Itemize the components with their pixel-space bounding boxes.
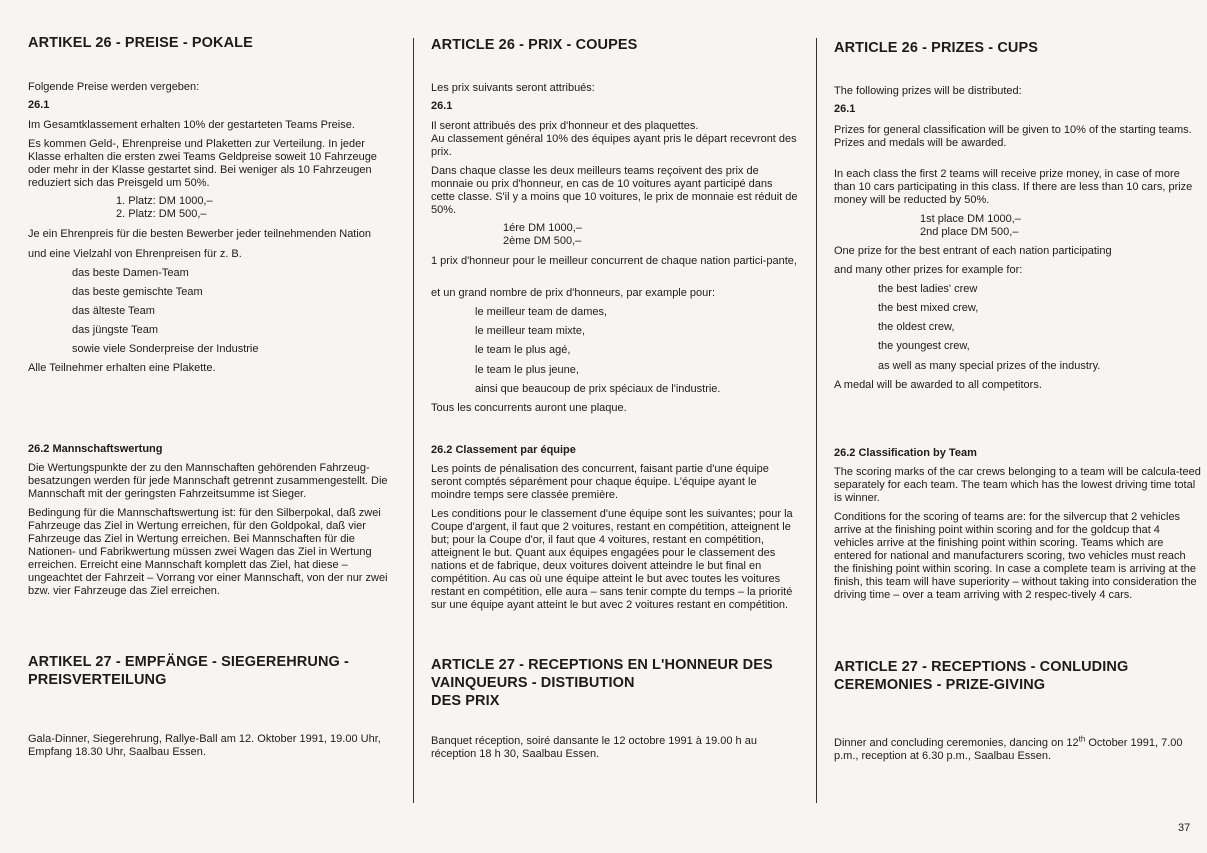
intro-text: The following prizes will be distributed:: [834, 85, 1022, 97]
article-27-heading: ARTIKEL 27 - EMPFÄNGE - SIEGEREHRUNG - PREISVERTEILUNG: [28, 654, 349, 688]
paragraph-5: Tous les concurrents auront une plaque.: [431, 402, 627, 414]
list-item: das jüngste Team: [72, 324, 159, 336]
list-item: le team le plus jeune,: [475, 364, 579, 376]
list-item: das älteste Team: [72, 305, 155, 317]
list-item: le team le plus agé,: [475, 344, 571, 356]
column-divider-left: [413, 38, 414, 803]
paragraph-7: Les conditions pour le classement d'une équipe sont les suivantes; pour la Coupe d'argent, il faut que 2 voitures, restant en compétition, atteignent le but; pour la Coupe d'or, il faut que 4 voitures, restant en compétition, atteignent le but. Quant aux équipes engagées pour le classement des nations et de fabrique, deux voitures doivent atteindre le but final en compétition. Au cas où une équipe atteint le but avec toutes les voitures restant en compétition, elle aura – sans tenir compte du temps – la priorité sur une équipe ayant atteint le but avec 2 voitures restant en compétition.: [431, 508, 793, 611]
list-item: das beste Damen-Team: [72, 267, 189, 279]
paragraph-7: Bedingung für die Mannschaftswertung ist: für den Silberpokal, daß zwei Fahrzeuge das Ziel in Wertung erreichen, für den Goldpokal, daß vier Fahrzeuge das Ziel in Wertung erreichen. Bei Mannschaften für die Nationen- und Fabrikwertung müssen zwei Wagen das Ziel in Wertung erreichen. Erreicht eine Mannschaft komplett das Ziel, hat diese – ungeachtet der Fahrzeit – Vorrang vor einer Mannschaft, von der nur zwei bzw. vier Fahrzeuge das Ziel erreichen.: [28, 507, 388, 597]
intro-text: Les prix suivants seront attribués:: [431, 82, 595, 94]
paragraph-1: Il seront attribués des prix d'honneur et des plaquettes. Au classement général 10% des équipes ayant pris le départ recevront des prix.: [431, 120, 797, 158]
paragraph-2: Es kommen Geld-, Ehrenpreise und Plaketten zur Verteilung. In jeder Klasse erhalten die ersten zwei Teams Geldpreise soweit 10 Fahrzeuge oder mehr in der Klasse gestartet sind. Bei weniger als 10 Fahrzeugen reduziert sich das Preisgeld um 50%.: [28, 138, 377, 189]
list-item: le meilleur team de dames,: [475, 306, 608, 318]
paragraph-6: Die Wertungspunkte der zu den Mannschaften gehörenden Fahrzeug-besatzungen werden für jede Mannschaft getrennt zusammengestellt. Die Mannschaft mit der geringsten Fahrzeitsumme ist Sieger.: [28, 462, 388, 500]
list-item: sowie viele Sonderpreise der Industrie: [72, 343, 259, 355]
paragraph-5: A medal will be awarded to all competitors.: [834, 379, 1042, 391]
section-26-1-heading: 26.1: [431, 100, 453, 112]
section-26-1-heading: 26.1: [28, 99, 50, 111]
article-26-heading: ARTIKEL 26 - PREISE - POKALE: [28, 35, 253, 51]
prize-line-1: 1ére DM 1000,–: [503, 222, 582, 234]
paragraph-3: 1 prix d'honneur pour le meilleur concurrent de chaque nation partici-pante,: [431, 255, 797, 267]
list-item: the oldest crew,: [878, 321, 955, 333]
list-item: das beste gemischte Team: [72, 286, 203, 298]
prize-line-2: 2. Platz: DM 500,–: [116, 208, 207, 220]
ordinal-suffix: th: [1078, 734, 1086, 744]
paragraph-8-part-a: Dinner and concluding ceremonies, dancing on 12: [834, 737, 1079, 749]
section-26-1-heading: 26.1: [834, 103, 856, 115]
prize-line-1: 1st place DM 1000,–: [920, 213, 1021, 225]
paragraph-7: Conditions for the scoring of teams are: for the silvercup that 2 vehicles arrive at the finishing point within scoring and for the goldcup that 4 vehicles arrive at the finishing point within scoring. Teams which are entered for national and manufacturers scoring, two vehicles must reach the finishing point within scoring. In case a complete team is arriving at the finish, this team will have superiority – without taking into consideration the driving time – over a team arriving with 2 respec-tively 4 cars.: [834, 511, 1197, 601]
prize-line-2: 2ème DM 500,–: [503, 235, 582, 247]
prize-line-2: 2nd place DM 500,–: [920, 226, 1019, 238]
paragraph-3: Je ein Ehrenpreis für die besten Bewerber jeder teilnehmenden Nation: [28, 228, 372, 240]
prize-line-1: 1. Platz: DM 1000,–: [116, 195, 213, 207]
article-26-heading: ARTICLE 26 - PRIX - COUPES: [431, 37, 638, 53]
paragraph-1: Im Gesamtklassement erhalten 10% der gestarteten Teams Preise.: [28, 119, 355, 131]
paragraph-8: Banquet réception, soiré dansante le 12 octobre 1991 à 19.00 h au réception 18 h 30, Saalbau Essen.: [431, 735, 757, 760]
section-26-2-heading: 26.2 Classification by Team: [834, 447, 977, 459]
paragraph-2: In each class the first 2 teams will receive prize money, in case of more than 10 cars participating in this class. If there are less than 10 cars, prize money will be reducted by 50%.: [834, 168, 1193, 206]
paragraph-4: and many other prizes for example for:: [834, 264, 1023, 276]
list-item: as well as many special prizes of the industry.: [878, 360, 1101, 372]
paragraph-5: Alle Teilnehmer erhalten eine Plakette.: [28, 362, 216, 374]
list-item: le meilleur team mixte,: [475, 325, 586, 337]
article-27-heading: ARTICLE 27 - RECEPTIONS - CONLUDING CEREMONIES - PRIZE-GIVING: [834, 659, 1129, 693]
column-divider-right: [816, 38, 817, 803]
paragraph-1: Prizes for general classification will be given to 10% of the starting teams. Prizes and medals will be awarded.: [834, 124, 1192, 149]
list-item: the best mixed crew,: [878, 302, 979, 314]
paragraph-8-part-b: October 1991, 7.00 p.m., reception at 6.30 p.m., Saalbau Essen.: [834, 737, 1183, 762]
paragraph-6: The scoring marks of the car crews belonging to a team will be calcula-teed separately for each team. The team which has the lowest driving time total is winner.: [834, 466, 1201, 504]
paragraph-8: Gala-Dinner, Siegerehrung, Rallye-Ball am 12. Oktober 1991, 19.00 Uhr, Empfang 18.30 Uhr, Saalbau Essen.: [28, 733, 381, 758]
article-26-heading: ARTICLE 26 - PRIZES - CUPS: [834, 40, 1039, 56]
article-27-heading: ARTICLE 27 - RECEPTIONS EN L'HONNEUR DES VAINQUEURS - DISTIBUTION DES PRIX: [431, 657, 773, 709]
paragraph-6: Les points de pénalisation des concurrent, faisant partie d'une équipe seront comptés séparément pour chaque équipe. L'équipe ayant le moindre temps sere classée première.: [431, 463, 769, 501]
page-number: 37: [1178, 822, 1191, 834]
paragraph-8: [834, 734, 1202, 763]
section-26-2-heading: 26.2 Classement par équipe: [431, 444, 576, 456]
paragraph-3: One prize for the best entrant of each nation participating: [834, 245, 1112, 257]
paragraph-2: Dans chaque classe les deux meilleurs teams reçoivent des prix de monnaie ou prix d'honneur, en cas de 10 voitures ayant participé dans cette classe. S'il y a moins que 10 voitures, le prix de monnaie est réduit de 50%.: [431, 165, 798, 216]
paragraph-4: et un grand nombre de prix d'honneurs, par example pour:: [431, 287, 715, 299]
paragraph-4: und eine Vielzahl von Ehrenpreisen für z. B.: [28, 248, 242, 260]
list-item: ainsi que beaucoup de prix spéciaux de l'industrie.: [475, 383, 721, 395]
intro-text: Folgende Preise werden vergeben:: [28, 81, 200, 93]
list-item: the youngest crew,: [878, 340, 970, 352]
list-item: the best ladies' crew: [878, 283, 978, 295]
section-26-2-heading: 26.2 Mannschaftswertung: [28, 443, 163, 455]
